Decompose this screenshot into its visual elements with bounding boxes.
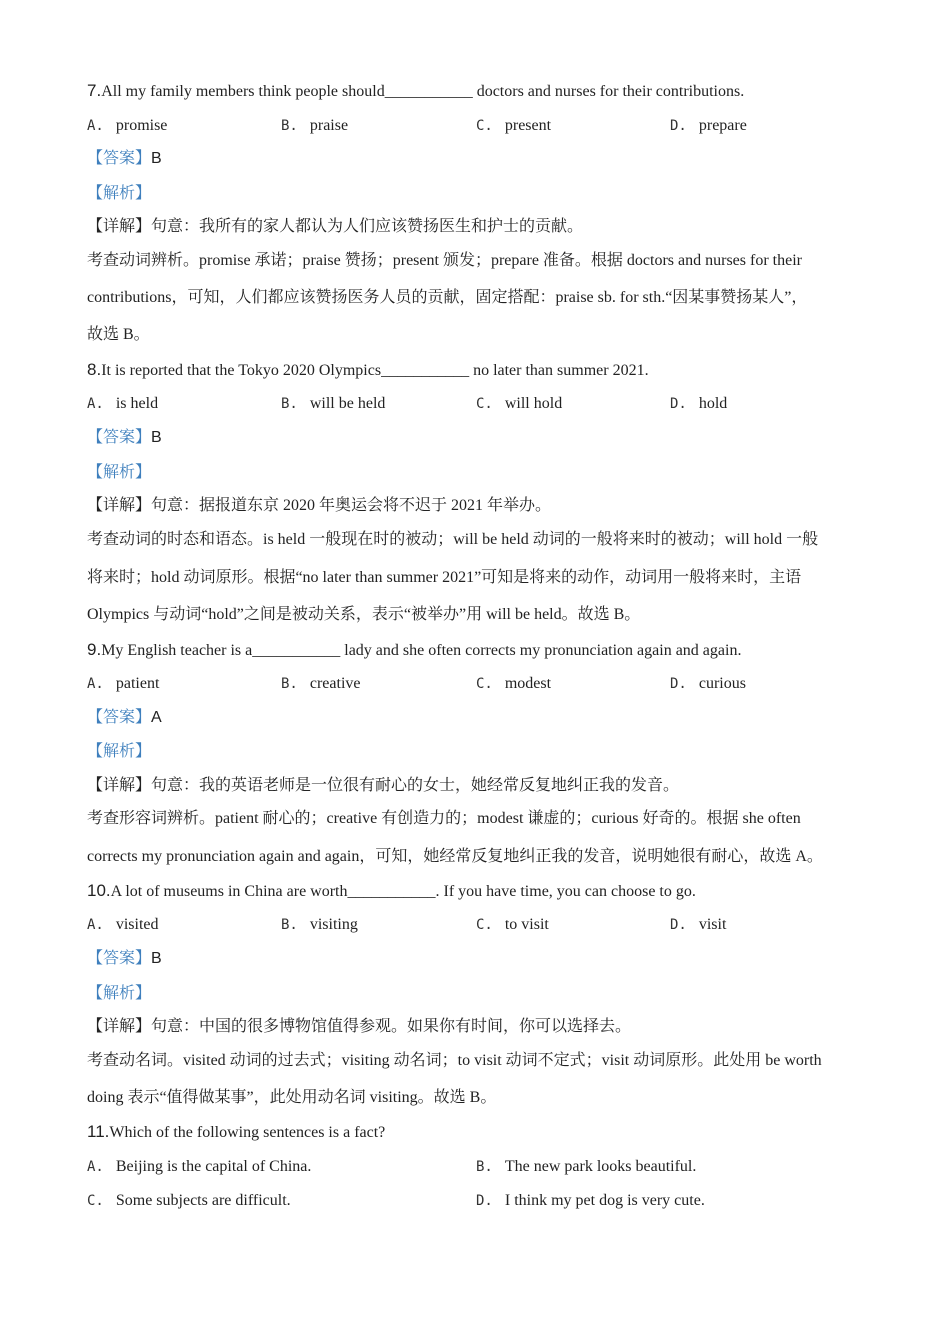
answer-value: B <box>151 429 162 446</box>
answer-label: 【答案】 <box>87 150 152 167</box>
question-7-option-d: D. prepare <box>670 117 747 134</box>
answer-value: B <box>151 950 162 967</box>
question-8-option-c: C. will hold <box>476 395 563 412</box>
question-7-detail <box>87 216 583 238</box>
question-text: My English teacher is a___________ lady and she often corrects my pronunciation again and again. <box>101 642 742 659</box>
question-7-stem <box>87 80 744 103</box>
question-10-answer <box>87 948 162 970</box>
question-9-answer <box>87 707 162 729</box>
detail-text: 句意：中国的很多博物馆值得参观。如果你有时间，你可以选择去。 <box>151 1018 632 1035</box>
question-7-explanation-line-3: 故选 B。 <box>87 326 150 343</box>
detail-label: 【详解】 <box>87 497 152 514</box>
question-8-option-b: B. will be held <box>281 395 386 412</box>
question-10-explanation-line-1: 考查动名词。visited 动词的过去式；visiting 动名词；to visit 动词不定式；visit 动词原形。此处用 be worth <box>87 1052 822 1069</box>
question-9-explanation-line-1: 考查形容词辨析。patient 耐心的；creative 有创造力的；modest 谦虚的；curious 好奇的。根据 she often <box>87 810 801 827</box>
question-7-explanation-line-1: 考查动词辨析。promise 承诺；praise 赞扬；present 颁发；prepare 准备。根据 doctors and nurses for their <box>87 252 802 269</box>
question-7-answer <box>87 148 162 170</box>
question-10-analysis-label: 【解析】 <box>87 985 152 1002</box>
question-8-option-d: D. hold <box>670 395 728 412</box>
question-text: Which of the following sentences is a fact? <box>109 1124 386 1141</box>
question-8-detail <box>87 495 551 517</box>
answer-value: B <box>151 150 162 167</box>
answer-value: A <box>151 709 162 726</box>
question-10-explanation-line-2: doing 表示“值得做某事”，此处用动名词 visiting。故选 B。 <box>87 1089 497 1106</box>
question-8-explanation-line-1: 考查动词的时态和语态。is held 一般现在时的被动；will be held 动词的一般将来时的被动；will hold 一般 <box>87 531 819 548</box>
detail-label: 【详解】 <box>87 218 152 235</box>
question-8-stem <box>87 359 649 382</box>
question-9-analysis-label: 【解析】 <box>87 743 152 760</box>
question-11-option-d: D. I think my pet dog is very cute. <box>476 1192 705 1209</box>
question-9-detail <box>87 775 679 797</box>
question-7-explanation-line-2: contributions，可知，人们都应该赞扬医务人员的贡献，固定搭配：praise sb. for sth.“因某事赞扬某人”， <box>87 289 808 306</box>
question-number: 8. <box>87 360 102 379</box>
question-10-stem <box>87 880 696 903</box>
question-number: 7. <box>87 81 102 100</box>
detail-label: 【详解】 <box>87 777 152 794</box>
question-9-option-c: C. modest <box>476 675 552 692</box>
question-7-option-b: B. praise <box>281 117 349 134</box>
question-9-option-d: D. curious <box>670 675 746 692</box>
question-text: All my family members think people should___________ doctors and nurses for their contributions. <box>101 83 745 100</box>
question-9-option-a: A. patient <box>87 675 160 692</box>
detail-text: 句意：据报道东京 2020 年奥运会将不迟于 2021 年举办。 <box>151 497 552 514</box>
question-7-option-c: C. present <box>476 117 552 134</box>
question-8-explanation-line-2: 将来时；hold 动词原形。根据“no later than summer 2021”可知是将来的动作，动词用一般将来时，主语 <box>87 569 802 586</box>
question-11-option-b: B. The new park looks beautiful. <box>476 1158 697 1175</box>
question-10-option-d: D. visit <box>670 916 727 933</box>
question-number: 9. <box>87 640 102 659</box>
question-number: 11. <box>87 1122 110 1141</box>
question-11-option-a: A. Beijing is the capital of China. <box>87 1158 312 1175</box>
question-10-option-a: A. visited <box>87 916 159 933</box>
question-9-option-b: B. creative <box>281 675 361 692</box>
answer-label: 【答案】 <box>87 429 152 446</box>
question-10-option-b: B. visiting <box>281 916 358 933</box>
question-number: 10. <box>87 881 111 900</box>
answer-label: 【答案】 <box>87 950 152 967</box>
detail-text: 句意：我所有的家人都认为人们应该赞扬医生和护士的贡献。 <box>151 218 584 235</box>
question-11-stem <box>87 1121 385 1144</box>
answer-label: 【答案】 <box>87 709 152 726</box>
question-11-option-c: C. Some subjects are difficult. <box>87 1192 291 1209</box>
question-10-option-c: C. to visit <box>476 916 549 933</box>
question-8-analysis-label: 【解析】 <box>87 464 152 481</box>
detail-label: 【详解】 <box>87 1018 152 1035</box>
detail-text: 句意：我的英语老师是一位很有耐心的女士，她经常反复地纠正我的发音。 <box>151 777 680 794</box>
question-7-analysis-label: 【解析】 <box>87 185 152 202</box>
question-9-explanation-line-2: corrects my pronunciation again and again，可知，她经常反复地纠正我的发音，说明她很有耐心，故选 A。 <box>87 848 823 865</box>
question-8-explanation-line-3: Olympics 与动词“hold”之间是被动关系，表示“被举办”用 will be held。故选 B。 <box>87 606 641 623</box>
question-text: It is reported that the Tokyo 2020 Olympics___________ no later than summer 2021. <box>101 362 649 379</box>
question-8-answer <box>87 427 162 449</box>
question-7-option-a: A. promise <box>87 117 168 134</box>
question-10-detail <box>87 1016 631 1038</box>
question-8-option-a: A. is held <box>87 395 159 412</box>
question-9-stem <box>87 639 741 662</box>
question-text: A lot of museums in China are worth___________. If you have time, you can choose to go. <box>110 883 696 900</box>
